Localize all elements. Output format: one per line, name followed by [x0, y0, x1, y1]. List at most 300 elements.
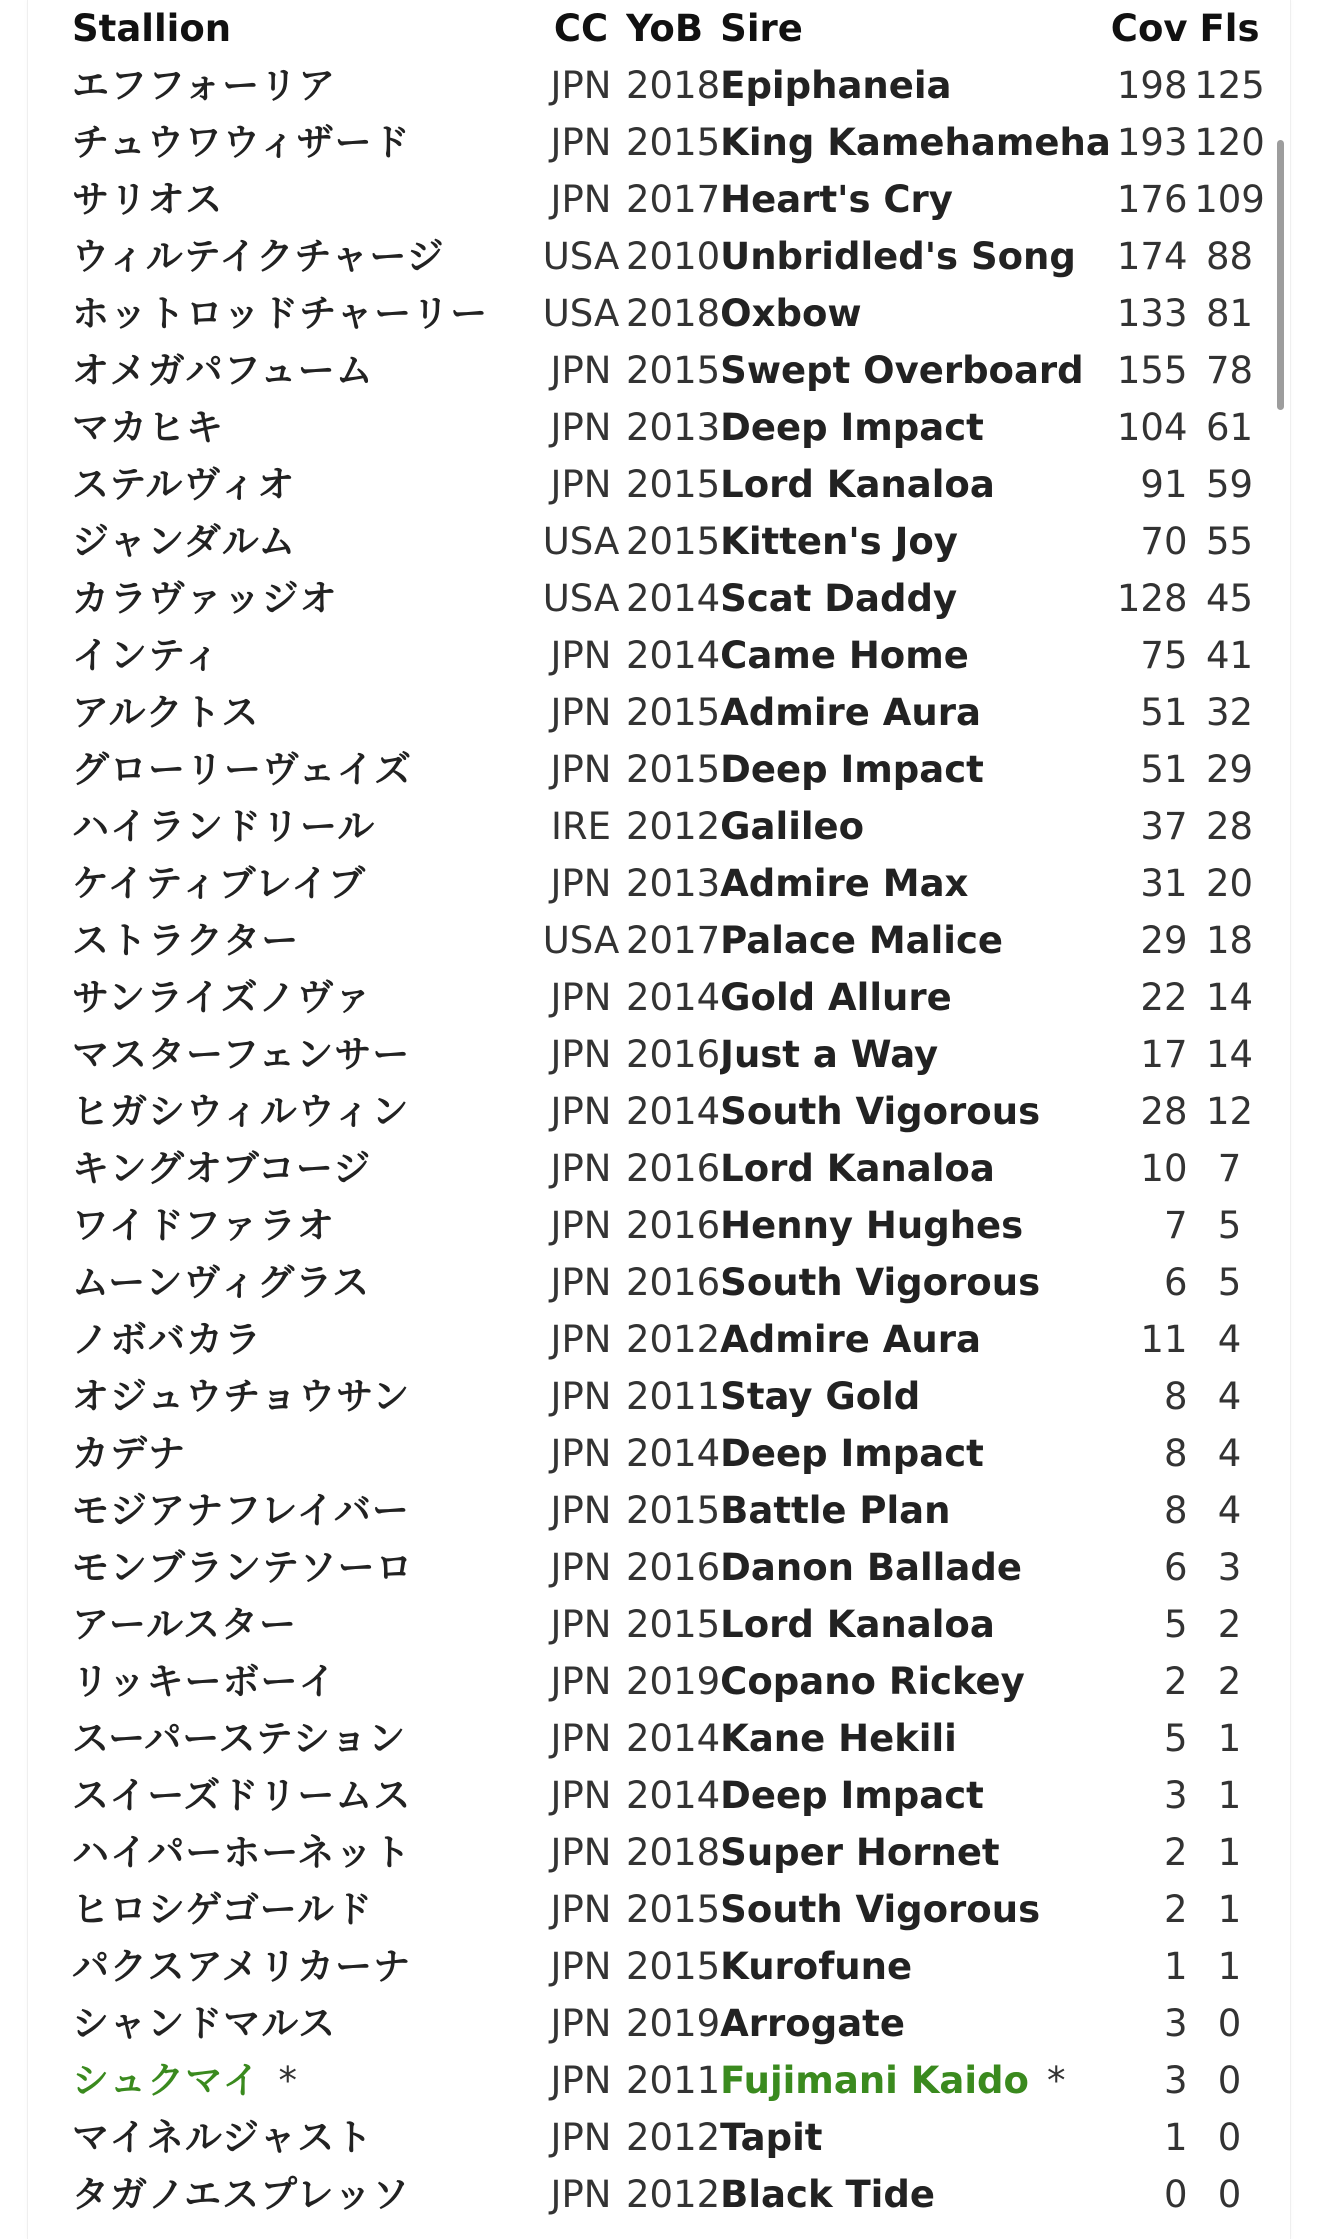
stallion-name: オジュウチョウサン: [72, 1375, 411, 1418]
foals-cell: 29: [1205, 748, 1254, 791]
sire-name: King Kamehameha: [720, 121, 1111, 164]
sire-name: Kitten's Joy: [720, 520, 958, 563]
stallion-name-cell: [72, 1881, 536, 1938]
coverings-cell: 2: [1163, 1660, 1188, 1703]
year-of-birth-cell: 2014: [626, 1774, 721, 1817]
sire-name: Unbridled's Song: [720, 235, 1076, 278]
table-row: [72, 513, 1266, 570]
year-of-birth-cell: 2011: [626, 2059, 721, 2102]
country-code-cell: JPN: [550, 1888, 612, 1931]
sire-cell: [720, 969, 1111, 1026]
stallion-name: ノボバカラ: [72, 1318, 262, 1361]
country-code-cell: JPN: [550, 976, 612, 1019]
coverings-cell: 0: [1163, 2173, 1188, 2216]
coverings-cell: 3: [1163, 2002, 1188, 2045]
stallion-name-cell: [72, 1425, 536, 1482]
year-of-birth-cell: 2015: [626, 1945, 721, 1988]
sire-cell: [720, 1938, 1111, 1995]
sire-cell: [720, 855, 1111, 912]
country-code-cell: JPN: [550, 1945, 612, 1988]
sire-cell: [720, 1995, 1111, 2052]
foals-cell: 120: [1194, 121, 1265, 164]
stallion-name: ハイパーホーネット: [72, 1831, 412, 1874]
table-row: [72, 1710, 1266, 1767]
table-row: [72, 1995, 1266, 2052]
sire-cell: [720, 57, 1111, 114]
year-of-birth-cell: 2012: [626, 1318, 721, 1361]
coverings-cell: 29: [1140, 919, 1188, 962]
year-of-birth-cell: 2012: [626, 2116, 721, 2159]
header-sire[interactable]: Sire: [720, 7, 803, 50]
stallion-name: マスターフェンサー: [72, 1033, 411, 1076]
coverings-cell: 3: [1163, 1774, 1188, 1817]
stallion-name: インティ: [72, 634, 222, 677]
stallion-name: スイーズドリームス: [72, 1774, 412, 1817]
coverings-cell: 5: [1163, 1603, 1188, 1646]
stallion-name-cell: [72, 1083, 536, 1140]
country-code-cell: USA: [542, 520, 620, 563]
table-row: [72, 399, 1266, 456]
sire-cell: [720, 1596, 1111, 1653]
stallion-name-cell: [72, 1995, 536, 2052]
sire-cell: [720, 1254, 1111, 1311]
year-of-birth-cell: 2016: [626, 1546, 721, 1589]
foals-cell: 3: [1217, 1546, 1242, 1589]
foals-cell: 78: [1205, 349, 1254, 392]
foals-cell: 12: [1205, 1090, 1254, 1133]
foals-cell: 125: [1194, 64, 1265, 107]
foals-cell: 2: [1217, 1603, 1242, 1646]
coverings-cell: 2: [1163, 1831, 1188, 1874]
table-row: [72, 1767, 1266, 1824]
coverings-cell: 198: [1116, 64, 1188, 107]
coverings-cell: 176: [1116, 178, 1188, 221]
country-code-cell: JPN: [550, 1375, 612, 1418]
sire-name: Oxbow: [720, 292, 862, 335]
year-of-birth-cell: 2016: [626, 1033, 721, 1076]
foals-cell: 0: [1217, 2059, 1242, 2102]
table-row: [72, 1482, 1266, 1539]
sire-cell: [720, 513, 1111, 570]
sire-name: Tapit: [720, 2116, 823, 2159]
header-fls[interactable]: Fls: [1199, 7, 1260, 50]
year-of-birth-cell: 2015: [626, 1888, 721, 1931]
foals-cell: 55: [1205, 520, 1254, 563]
sire-name: South Vigorous: [720, 1888, 1041, 1931]
table-row: [72, 2052, 1266, 2109]
stallion-name: アールスター: [72, 1603, 298, 1646]
coverings-cell: 5: [1163, 1717, 1188, 1760]
stallion-name-cell: [72, 2166, 536, 2223]
country-code-cell: JPN: [550, 691, 612, 734]
year-of-birth-cell: 2013: [626, 862, 721, 905]
stallion-name-mark: *: [278, 2059, 299, 2102]
country-code-cell: JPN: [550, 748, 612, 791]
table-row: [72, 855, 1266, 912]
sire-mark: *: [1046, 2059, 1066, 2102]
sire-name: Epiphaneia: [720, 64, 952, 107]
stallion-name-cell: [72, 741, 536, 798]
stallion-name-cell: [72, 1254, 536, 1311]
stallion-name: リッキーボーイ: [72, 1660, 337, 1703]
stallion-name-cell: [72, 1710, 536, 1767]
coverings-cell: 31: [1140, 862, 1188, 905]
sire-name: Admire Aura: [720, 1318, 981, 1361]
country-code-cell: JPN: [550, 1717, 612, 1760]
country-code-cell: JPN: [550, 1147, 612, 1190]
country-code-cell: USA: [542, 235, 620, 278]
country-code-cell: JPN: [550, 349, 612, 392]
sire-cell: [720, 1368, 1111, 1425]
header-stallion[interactable]: Stallion: [72, 7, 232, 50]
sire-name: Arrogate: [720, 2002, 905, 2045]
year-of-birth-cell: 2015: [626, 349, 721, 392]
stallion-name: カデナ: [72, 1432, 186, 1475]
sire-name: Fujimani Kaido: [720, 2059, 1029, 2102]
sire-name: Lord Kanaloa: [720, 463, 995, 506]
stallion-name: エフフォーリア: [72, 64, 337, 107]
foals-cell: 109: [1194, 178, 1265, 221]
foals-cell: 45: [1205, 577, 1254, 620]
sire-name: Black Tide: [720, 2173, 935, 2216]
sire-name: Deep Impact: [720, 748, 984, 791]
foals-cell: 32: [1205, 691, 1254, 734]
sire-name: Lord Kanaloa: [720, 1147, 995, 1190]
coverings-cell: 7: [1163, 1204, 1188, 1247]
table-row: [72, 1653, 1266, 1710]
stallion-name-cell: [72, 1938, 536, 1995]
header-cc[interactable]: CC: [553, 7, 609, 50]
coverings-cell: 28: [1140, 1090, 1188, 1133]
stallion-name-cell: [72, 2109, 536, 2166]
stallion-name-cell: [72, 627, 536, 684]
foals-cell: 4: [1217, 1432, 1242, 1475]
stallion-name-cell: [72, 1767, 536, 1824]
coverings-cell: 104: [1116, 406, 1188, 449]
stallion-name: ケイティブレイブ: [72, 862, 367, 905]
stallion-name: スーパーステション: [72, 1717, 407, 1760]
foals-cell: 1: [1217, 1945, 1242, 1988]
year-of-birth-cell: 2017: [626, 178, 721, 221]
sire-name: Heart's Cry: [720, 178, 953, 221]
table-row: [72, 1254, 1266, 1311]
stallion-name-cell: [72, 684, 536, 741]
coverings-cell: 133: [1116, 292, 1188, 335]
sire-cell: [720, 228, 1111, 285]
foals-cell: 59: [1205, 463, 1254, 506]
country-code-cell: JPN: [550, 1546, 612, 1589]
sire-cell: [720, 1425, 1111, 1482]
table-row: [72, 1311, 1266, 1368]
coverings-cell: 174: [1116, 235, 1188, 278]
foals-cell: 4: [1217, 1489, 1242, 1532]
table-row: [72, 342, 1266, 399]
year-of-birth-cell: 2015: [626, 748, 721, 791]
year-of-birth-cell: 2018: [626, 292, 721, 335]
stallion-name-cell: [72, 171, 536, 228]
foals-cell: 1: [1217, 1888, 1242, 1931]
stallion-name-cell: [72, 969, 536, 1026]
sire-cell: [720, 1824, 1111, 1881]
country-code-cell: JPN: [550, 1831, 612, 1874]
stallion-name-cell: [72, 798, 536, 855]
country-code-cell: JPN: [550, 634, 612, 677]
foals-cell: 0: [1217, 2173, 1242, 2216]
table-row: [72, 456, 1266, 513]
country-code-cell: JPN: [550, 1603, 612, 1646]
stallion-name-cell: [72, 57, 536, 114]
year-of-birth-cell: 2016: [626, 1204, 721, 1247]
year-of-birth-cell: 2014: [626, 976, 721, 1019]
sire-name: Copano Rickey: [720, 1660, 1025, 1703]
content-page: [28, 0, 1290, 2239]
sire-cell: [720, 627, 1111, 684]
country-code-cell: JPN: [550, 1432, 612, 1475]
country-code-cell: JPN: [550, 862, 612, 905]
year-of-birth-cell: 2014: [626, 577, 721, 620]
stallion-name-cell: [72, 1482, 536, 1539]
stallion-name: オメガパフューム: [72, 349, 374, 392]
table-row: [72, 1881, 1266, 1938]
sire-name: Deep Impact: [720, 406, 984, 449]
table-row: [72, 285, 1266, 342]
stallion-name-cell: [72, 1026, 536, 1083]
table-row: [72, 228, 1266, 285]
sire-cell: [720, 114, 1111, 171]
sire-name: Deep Impact: [720, 1774, 984, 1817]
sire-cell: [720, 1710, 1111, 1767]
stallion-name: タガノエスプレッソ: [72, 2173, 411, 2216]
year-of-birth-cell: 2014: [626, 1432, 721, 1475]
table-header-row: [72, 0, 1266, 57]
year-of-birth-cell: 2013: [626, 406, 721, 449]
sire-cell: [720, 1539, 1111, 1596]
year-of-birth-cell: 2012: [626, 805, 721, 848]
coverings-cell: 8: [1163, 1432, 1188, 1475]
stallion-name: カラヴァッジオ: [72, 577, 338, 620]
table-row: [72, 969, 1266, 1026]
table-row: [72, 1824, 1266, 1881]
table-row: [72, 1938, 1266, 1995]
coverings-cell: 1: [1163, 1945, 1188, 1988]
stallion-name: ホットロッドチャーリー: [72, 292, 489, 335]
foals-cell: 5: [1217, 1204, 1242, 1247]
stallion-name: モジアナフレイバー: [72, 1489, 410, 1532]
year-of-birth-cell: 2015: [626, 463, 721, 506]
stallion-name: ジャンダルム: [72, 520, 297, 563]
sire-cell: [720, 570, 1111, 627]
coverings-cell: 10: [1140, 1147, 1188, 1190]
table-row: [72, 684, 1266, 741]
stallion-table: [72, 0, 1266, 2223]
coverings-cell: 155: [1116, 349, 1188, 392]
stallion-name: ステルヴィオ: [72, 463, 296, 506]
sire-name: Kurofune: [720, 1945, 913, 1988]
table-row: [72, 1368, 1266, 1425]
sire-name: Henny Hughes: [720, 1204, 1024, 1247]
sire-cell: [720, 1653, 1111, 1710]
coverings-cell: 2: [1163, 1888, 1188, 1931]
stallion-name: アルクトス: [72, 691, 260, 734]
coverings-cell: 17: [1140, 1033, 1188, 1076]
foals-cell: 0: [1217, 2116, 1242, 2159]
year-of-birth-cell: 2015: [626, 1603, 721, 1646]
table-row: [72, 798, 1266, 855]
foals-cell: 2: [1217, 1660, 1242, 1703]
year-of-birth-cell: 2017: [626, 919, 721, 962]
table-row: [72, 1596, 1266, 1653]
stallion-name-cell: [72, 342, 536, 399]
year-of-birth-cell: 2011: [626, 1375, 721, 1418]
sire-name: Scat Daddy: [720, 577, 958, 620]
stallion-name-cell: [72, 1368, 536, 1425]
sire-name: Admire Aura: [720, 691, 981, 734]
coverings-cell: 22: [1140, 976, 1188, 1019]
country-code-cell: JPN: [550, 121, 612, 164]
coverings-cell: 8: [1163, 1375, 1188, 1418]
country-code-cell: JPN: [550, 64, 612, 107]
country-code-cell: JPN: [550, 463, 612, 506]
sire-cell: [720, 741, 1111, 798]
sire-cell: [720, 456, 1111, 513]
header-cov[interactable]: Cov: [1110, 7, 1188, 50]
sire-cell: [720, 2052, 1111, 2109]
table-row: [72, 1083, 1266, 1140]
foals-cell: 4: [1217, 1318, 1242, 1361]
year-of-birth-cell: 2014: [626, 1717, 721, 1760]
stallion-name-cell: [72, 1824, 536, 1881]
country-code-cell: USA: [542, 292, 620, 335]
coverings-cell: 51: [1140, 748, 1188, 791]
coverings-cell: 70: [1140, 520, 1188, 563]
stallion-name-cell: [72, 855, 536, 912]
foals-cell: 20: [1205, 862, 1254, 905]
stallion-name-cell: [72, 1596, 536, 1653]
stallion-name: ムーンヴィグラス: [72, 1261, 371, 1304]
foals-cell: 14: [1205, 976, 1254, 1019]
sire-cell: [720, 1881, 1111, 1938]
foals-cell: 28: [1205, 805, 1254, 848]
sire-name: Came Home: [720, 634, 969, 677]
table-row: [72, 912, 1266, 969]
sire-cell: [720, 1083, 1111, 1140]
year-of-birth-cell: 2018: [626, 64, 721, 107]
sire-cell: [720, 912, 1111, 969]
year-of-birth-cell: 2019: [626, 2002, 721, 2045]
stallion-name-cell: [72, 1653, 536, 1710]
foals-cell: 61: [1205, 406, 1254, 449]
stallion-name: ウィルテイクチャージ: [72, 235, 445, 278]
foals-cell: 1: [1217, 1831, 1242, 1874]
country-code-cell: IRE: [551, 805, 611, 848]
country-code-cell: JPN: [550, 2059, 612, 2102]
foals-cell: 1: [1217, 1774, 1242, 1817]
year-of-birth-cell: 2015: [626, 121, 721, 164]
stallion-name: ヒガシウィルウィン: [72, 1090, 410, 1133]
sire-name: Palace Malice: [720, 919, 1004, 962]
sire-name: Galileo: [720, 805, 865, 848]
country-code-cell: JPN: [550, 1318, 612, 1361]
foals-cell: 5: [1217, 1261, 1242, 1304]
sire-name: Gold Allure: [720, 976, 952, 1019]
stallion-name: ストラクター: [72, 919, 300, 962]
stallion-name: パクスアメリカーナ: [72, 1945, 412, 1988]
year-of-birth-cell: 2016: [626, 1261, 721, 1304]
table-body: [72, 57, 1266, 2223]
country-code-cell: USA: [542, 919, 620, 962]
sire-name: South Vigorous: [720, 1261, 1041, 1304]
coverings-cell: 91: [1140, 463, 1188, 506]
country-code-cell: JPN: [550, 1204, 612, 1247]
table-row: [72, 570, 1266, 627]
sire-name: Swept Overboard: [720, 349, 1084, 392]
table-row: [72, 2109, 1266, 2166]
stallion-name: グローリーヴェイズ: [72, 748, 413, 791]
foals-cell: 14: [1205, 1033, 1254, 1076]
year-of-birth-cell: 2010: [626, 235, 721, 278]
stallion-name-cell: [72, 1539, 536, 1596]
sire-cell: [720, 1767, 1111, 1824]
sire-cell: [720, 798, 1111, 855]
stallion-name: シャンドマルス: [72, 2002, 337, 2045]
coverings-cell: 128: [1116, 577, 1188, 620]
sire-name: Admire Max: [720, 862, 969, 905]
year-of-birth-cell: 2015: [626, 520, 721, 563]
stallion-name: チュウワウィザード: [72, 121, 411, 164]
table-row: [72, 2166, 1266, 2223]
stallion-name: ハイランドリール: [72, 805, 376, 848]
coverings-cell: 1: [1163, 2116, 1188, 2159]
sire-name: Lord Kanaloa: [720, 1603, 995, 1646]
stallion-name-cell: [72, 2052, 536, 2109]
country-code-cell: JPN: [550, 2116, 612, 2159]
sire-name: Danon Ballade: [720, 1546, 1022, 1589]
sire-name: South Vigorous: [720, 1090, 1041, 1133]
coverings-cell: 3: [1163, 2059, 1188, 2102]
sire-cell: [720, 2109, 1111, 2166]
year-of-birth-cell: 2016: [626, 1147, 721, 1190]
stallion-name-cell: [72, 513, 536, 570]
stallion-name: マイネルジャスト: [72, 2116, 374, 2159]
country-code-cell: JPN: [550, 178, 612, 221]
foals-cell: 7: [1217, 1147, 1242, 1190]
foals-cell: 81: [1205, 292, 1254, 335]
foals-cell: 0: [1217, 2002, 1242, 2045]
stallion-name: サリオス: [72, 178, 224, 221]
foals-cell: 41: [1205, 634, 1254, 677]
year-of-birth-cell: 2014: [626, 634, 721, 677]
stallion-name-cell: [72, 912, 536, 969]
stallion-name-cell: [72, 456, 536, 513]
table-row: [72, 57, 1266, 114]
sire-cell: [720, 399, 1111, 456]
year-of-birth-cell: 2018: [626, 1831, 721, 1874]
stallion-name: ワイドファラオ: [72, 1204, 336, 1247]
sire-name: Just a Way: [720, 1033, 939, 1076]
stallion-name-cell: [72, 1197, 536, 1254]
stallion-name: モンブランテソーロ: [72, 1546, 414, 1589]
sire-cell: [720, 1197, 1111, 1254]
header-yob[interactable]: YoB: [626, 7, 704, 50]
stallion-name-cell: [72, 114, 536, 171]
vertical-scrollbar[interactable]: [1277, 140, 1284, 410]
stallion-name-cell: [72, 570, 536, 627]
year-of-birth-cell: 2015: [626, 691, 721, 734]
sire-cell: [720, 342, 1111, 399]
stallion-name-cell: [72, 228, 536, 285]
year-of-birth-cell: 2019: [626, 1660, 721, 1703]
stallion-name: キングオブコージ: [72, 1147, 372, 1190]
